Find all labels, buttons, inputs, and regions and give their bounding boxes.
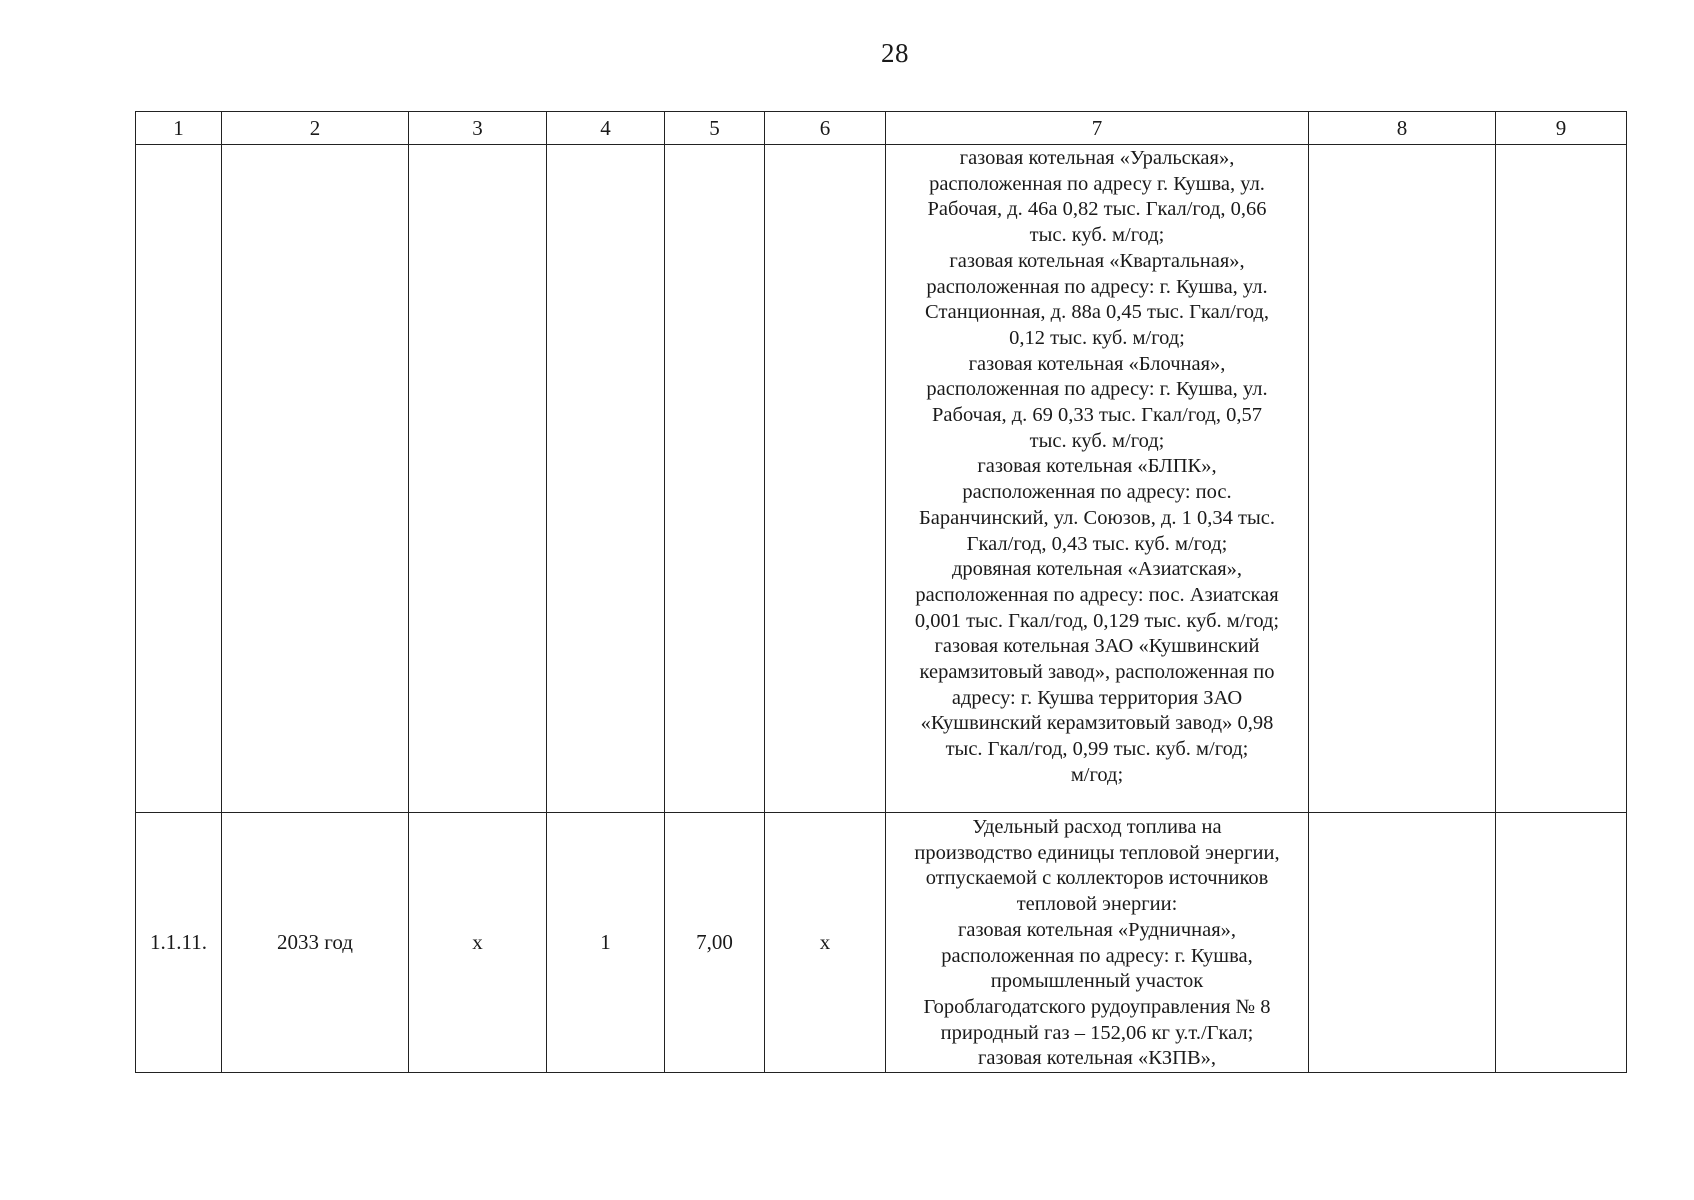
column-header: 3 (409, 112, 547, 145)
description-cell: Удельный расход топлива на производство единицы тепловой энергии, отпускаемой с коллекторов источников тепловой энергии: газовая котельная «Рудничная», расположенная по адресу: г. Кушва, промышленный участок Гороблагодатского рудоуправления № 8 природный газ – 152,06 кг у.т./Гкал; газовая котельная «КЗПВ», (886, 813, 1309, 1073)
column-header: 1 (136, 112, 222, 145)
table-row (136, 145, 1627, 813)
data-table (135, 111, 1627, 1073)
description-cell: газовая котельная «Уральская», расположенная по адресу г. Кушва, ул. Рабочая, д. 46а 0,82 тыс. Гкал/год, 0,66 тыс. куб. м/год; газовая котельная «Квартальная», расположенная по адресу: г. Кушва, ул. Станционная, д. 88а 0,45 тыс. Гкал/год, 0,12 тыс. куб. м/год; газовая котельная «Блочная», расположенная по адресу: г. Кушва, ул. Рабочая, д. 69 0,33 тыс. Гкал/год, 0,57 тыс. куб. м/год; газовая котельная «БЛПК», расположенная по адресу: пос. Баранчинский, ул. Союзов, д. 1 0,34 тыс. Гкал/год, 0,43 тыс. куб. м/год; дровяная котельная «Азиатская», расположенная по адресу: пос. Азиатская 0,001 тыс. Гкал/год, 0,129 тыс. куб. м/год; газовая котельная ЗАО «Кушвинский керамзитовый завод», расположенная по адресу: г. Кушва территория ЗАО «Кушвинский керамзитовый завод» 0,98 тыс. Гкал/год, 0,99 тыс. куб. м/год; м/год; (886, 145, 1309, 813)
table-cell: 1 (547, 813, 665, 1073)
table-cell (409, 145, 547, 813)
table-cell (1496, 813, 1627, 1073)
column-header: 7 (886, 112, 1309, 145)
year-cell (222, 145, 409, 813)
value-cell (665, 145, 765, 813)
table-cell (1496, 145, 1627, 813)
column-header: 4 (547, 112, 665, 145)
table-cell: х (765, 813, 886, 1073)
year-cell: 2033 год (222, 813, 409, 1073)
table-cell (547, 145, 665, 813)
table-cell (1309, 145, 1496, 813)
row-number-cell (136, 145, 222, 813)
table-cell: х (409, 813, 547, 1073)
column-header: 8 (1309, 112, 1496, 145)
row-number-cell: 1.1.11. (136, 813, 222, 1073)
column-header: 9 (1496, 112, 1627, 145)
column-header: 5 (665, 112, 765, 145)
table-header-row (136, 112, 1627, 145)
table-cell (1309, 813, 1496, 1073)
column-header: 6 (765, 112, 886, 145)
table-row (136, 813, 1627, 1073)
column-header: 2 (222, 112, 409, 145)
page-number: 28 (881, 38, 909, 68)
value-cell: 7,00 (665, 813, 765, 1073)
table-cell (765, 145, 886, 813)
